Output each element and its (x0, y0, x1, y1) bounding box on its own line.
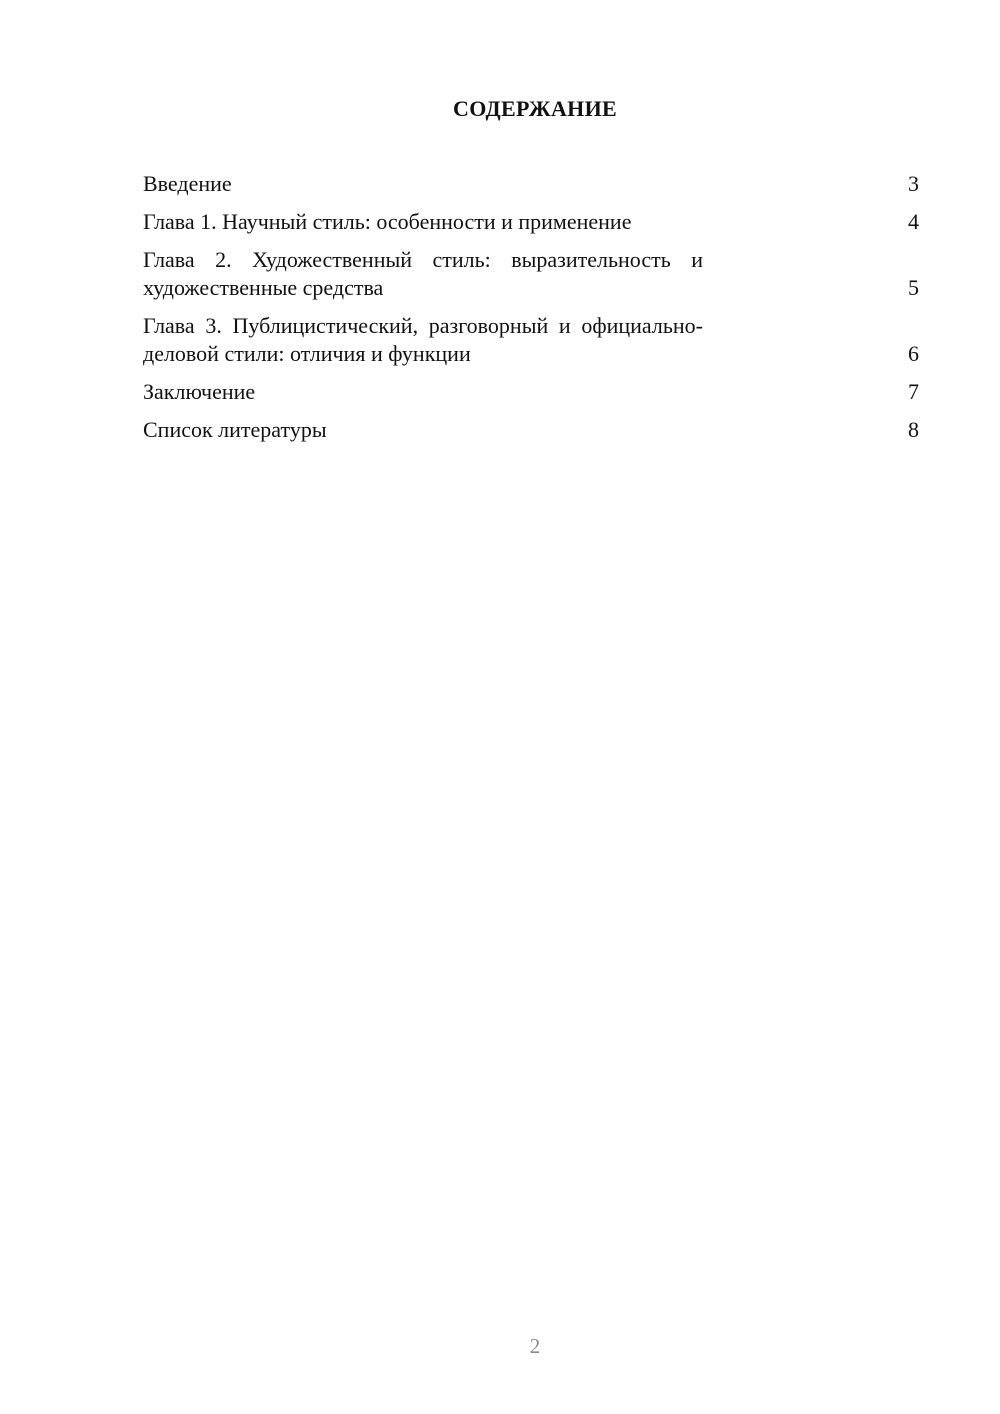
toc-entry-page: 5 (908, 275, 919, 300)
toc-entry-chapter-1[interactable] (143, 208, 919, 236)
toc-entry-page: 6 (908, 341, 919, 366)
toc-entry-text: Глава 3. Публицистический, разговорный и официально-деловой стили: отличия и функции (143, 313, 703, 366)
toc-entry-page: 4 (908, 209, 919, 234)
toc-entry-page: 7 (908, 379, 919, 404)
toc-entry-introduction[interactable] (143, 170, 919, 198)
toc-entry-chapter-3[interactable] (143, 312, 919, 368)
toc-entry-text: Глава 2. Художественный стиль: выразительность и художественные средства (143, 247, 703, 300)
table-of-contents (143, 170, 919, 454)
toc-entry-references[interactable] (143, 416, 919, 444)
toc-title: СОДЕРЖАНИЕ (453, 96, 617, 121)
toc-entry-page: 8 (908, 417, 919, 442)
page-number: 2 (529, 1334, 541, 1358)
toc-entry-text: Список литературы (143, 417, 327, 442)
toc-entry-text: Заключение (143, 379, 256, 404)
toc-entry-chapter-2[interactable] (143, 246, 919, 302)
toc-entry-text: Глава 1. Научный стиль: особенности и применение (143, 209, 632, 234)
toc-entry-conclusion[interactable] (143, 378, 919, 406)
toc-entry-text: Введение (143, 171, 232, 196)
toc-entry-page: 3 (908, 171, 919, 196)
